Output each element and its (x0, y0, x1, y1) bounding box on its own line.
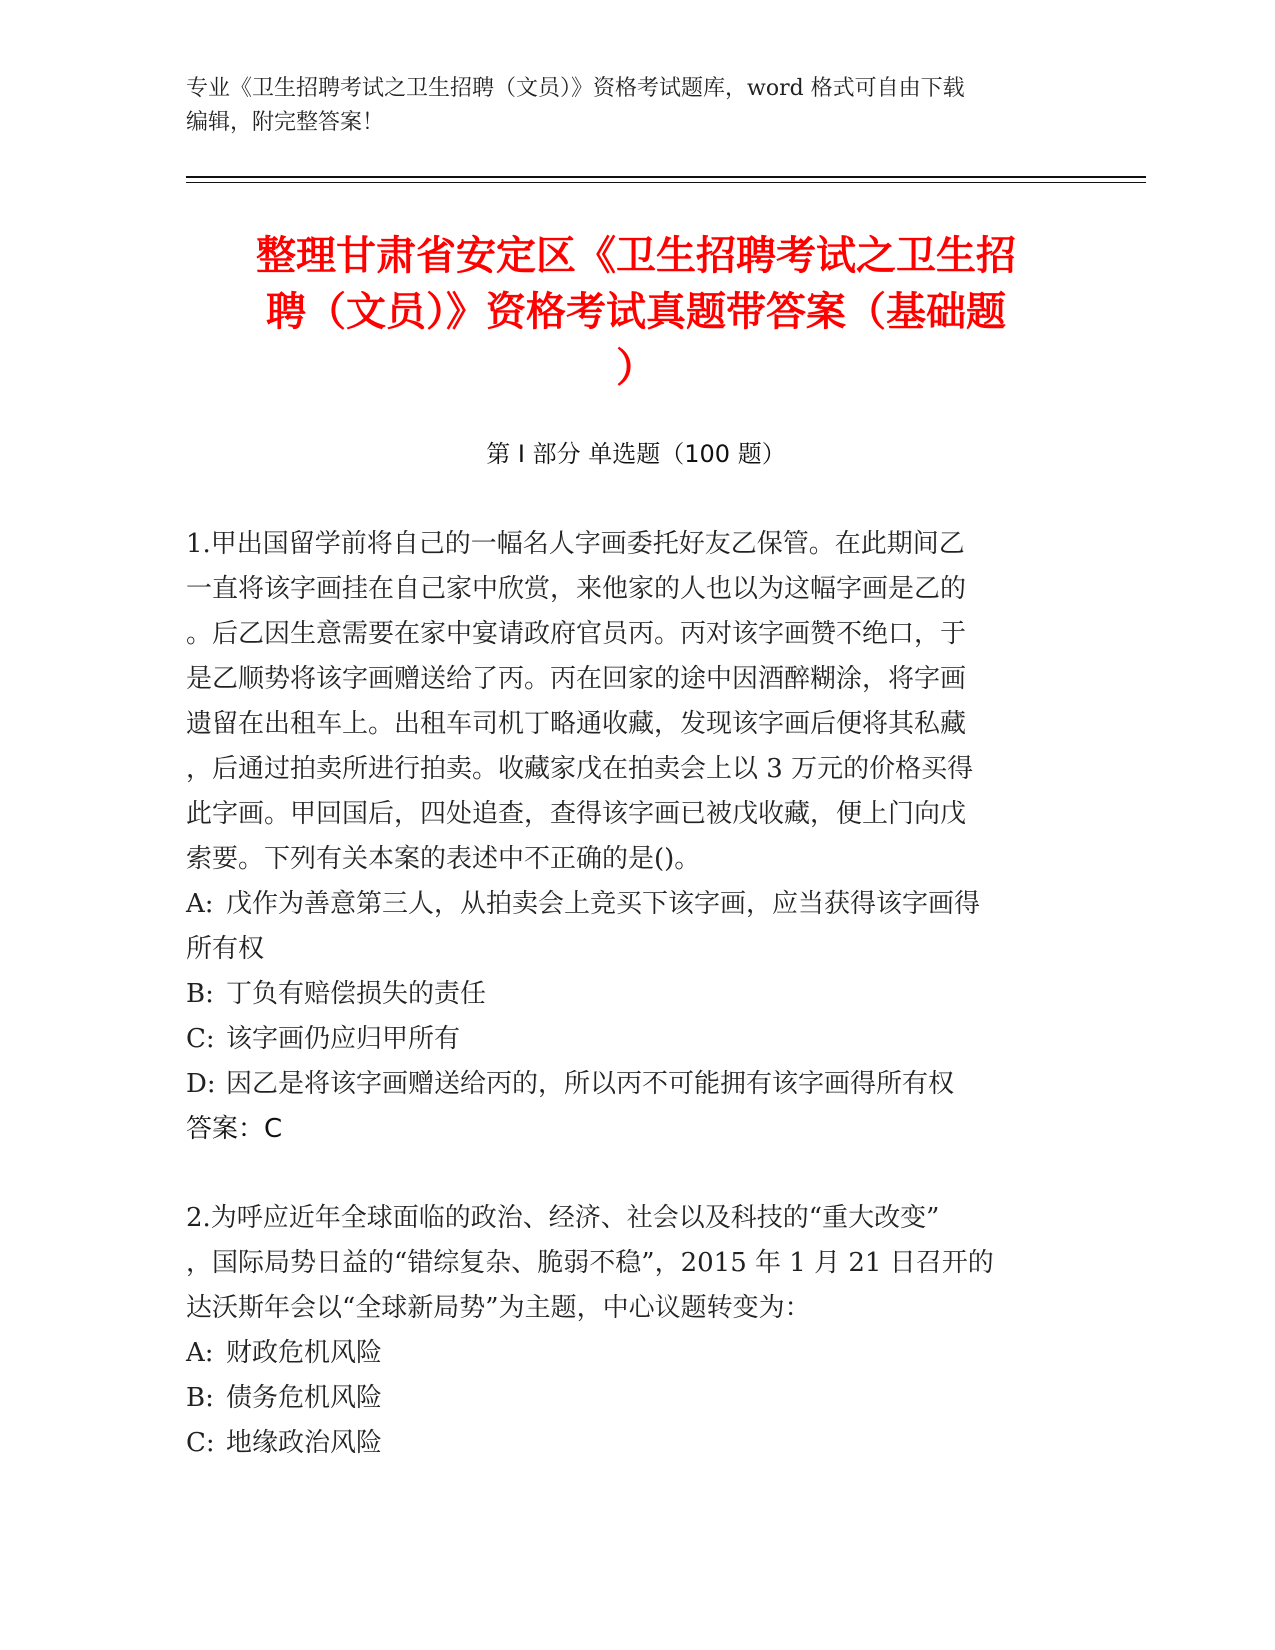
option-a (186, 1331, 1086, 1376)
option-a (186, 882, 1086, 972)
header-note-line: 专业《卫生招聘考试之卫生招聘（文员）》资格考试题库，word 格式可自由下载 (186, 76, 965, 101)
question-text-line: 2.为呼应近年全球面临的政治、经济、社会以及科技的“重大改变” (186, 1203, 940, 1233)
option-label: B: (186, 979, 214, 1009)
question-text-line: ，后通过拍卖所进行拍卖。收藏家戊在拍卖会上以 3 万元的价格买得 (186, 754, 974, 784)
option-text: 戊作为善意第三人，从拍卖会上竞买下该字画，应当获得该字画得 (226, 889, 981, 919)
option-text: 该字画仍应归甲所有 (226, 1024, 461, 1054)
option-b (186, 972, 1086, 1017)
option-text-continued: 所有权 (186, 934, 265, 964)
option-b (186, 1376, 1086, 1421)
option-label: C: (186, 1428, 215, 1458)
option-label: A: (186, 1338, 214, 1368)
answer-text: 答案：C (186, 1114, 283, 1144)
header-divider (186, 176, 1146, 178)
question-text-line: 此字画。甲回国后，四处追查，查得该字画已被戊收藏，便上门向戊 (186, 799, 967, 829)
question-list (186, 522, 1086, 1510)
document-title (186, 228, 1086, 396)
option-label: A: (186, 889, 214, 919)
header-note (186, 72, 1066, 140)
option-text: 因乙是将该字画赠送给丙的，所以丙不可能拥有该字画得所有权 (226, 1069, 955, 1099)
header-note-line: 编辑，附完整答案！ (186, 110, 385, 135)
question-text-line: 索要。下列有关本案的表述中不正确的是()。 (186, 844, 701, 874)
option-c (186, 1017, 1086, 1062)
question-text-line: 1.甲出国留学前将自己的一幅名人字画委托好友乙保管。在此期间乙 (186, 529, 965, 559)
option-label: B: (186, 1383, 214, 1413)
option-label: D: (186, 1069, 216, 1099)
option-text: 财政危机风险 (226, 1338, 383, 1368)
title-line: ） (616, 345, 656, 391)
question-text-line: 一直将该字画挂在自己家中欣赏，来他家的人也以为这幅字画是乙的 (186, 574, 967, 604)
option-text: 地缘政治风险 (226, 1428, 383, 1458)
option-d (186, 1062, 1086, 1107)
question-2 (186, 1196, 1086, 1466)
section-title: 第 I 部分 单选题（100 题） (486, 440, 786, 468)
question-text-line: ，国际局势日益的“错综复杂、脆弱不稳”，2015 年 1 月 21 日召开的 (186, 1248, 994, 1278)
option-label: C: (186, 1024, 215, 1054)
option-c (186, 1421, 1086, 1466)
option-text: 丁负有赔偿损失的责任 (226, 979, 487, 1009)
question-text-line: 是乙顺势将该字画赠送给了丙。丙在回家的途中因酒醉糊涂，将字画 (186, 664, 967, 694)
question-1 (186, 522, 1086, 1152)
question-text-line: 遗留在出租车上。出租车司机丁略通收藏，发现该字画后便将其私藏 (186, 709, 967, 739)
title-line: 整理甘肃省安定区《卫生招聘考试之卫生招 (256, 233, 1016, 279)
option-text: 债务危机风险 (226, 1383, 383, 1413)
question-text-line: 达沃斯年会以“全球新局势”为主题，中心议题转变为： (186, 1293, 811, 1323)
question-text-line: 。后乙因生意需要在家中宴请政府官员丙。丙对该字画赞不绝口，于 (186, 619, 967, 649)
title-line: 聘（文员）》资格考试真题带答案（基础题 (266, 289, 1006, 335)
header-divider-thin (186, 182, 1146, 183)
